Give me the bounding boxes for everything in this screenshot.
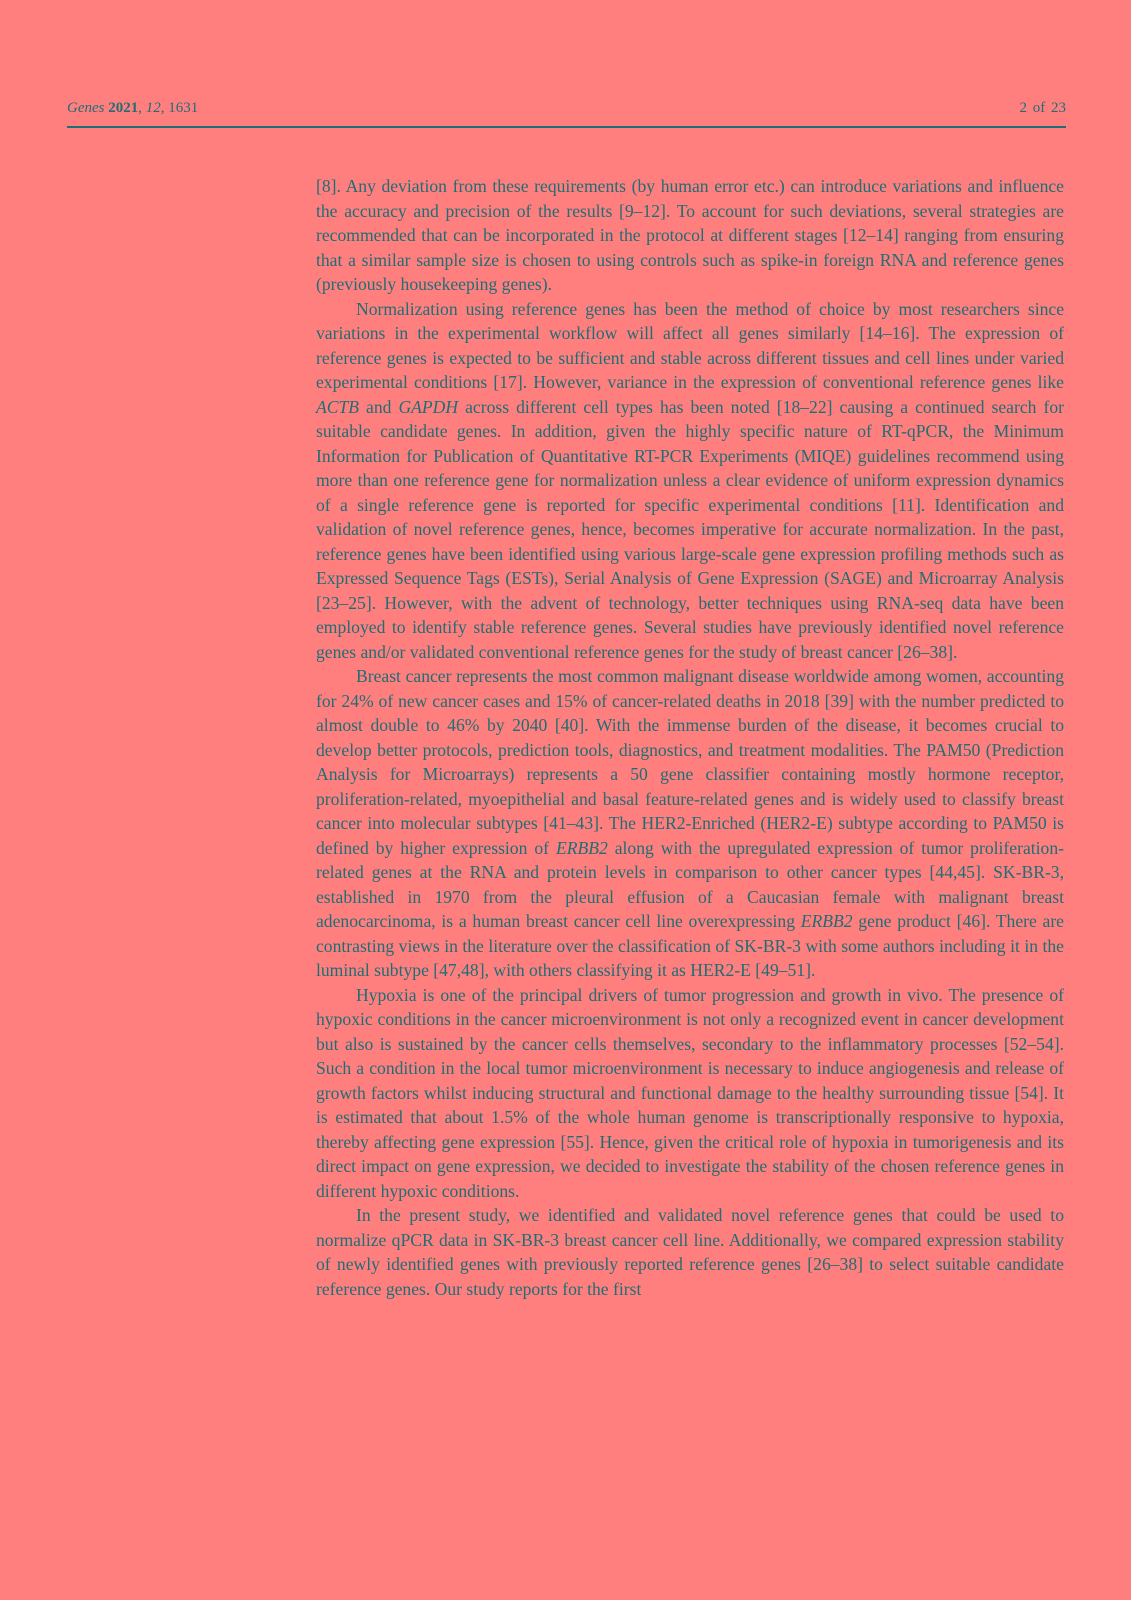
journal-volume: 12 [145,100,161,116]
journal-year: 2021 [108,100,139,116]
paragraph-hypoxia [316,983,1064,1204]
text-segment: and [359,396,399,417]
text-segment: Breast cancer represents the most common malignant disease worldwide among women, accounting for 24% of new cancer cases and 15% of cancer-related deaths in 2018 [39] with the number predicted to almost double to 46% by 2040 [40]. With the immense burden of the disease, it becomes crucial to develop better protocols, prediction tools, diagnostics, and treatment modalities. The PAM50 (Prediction Analysis for Microarrays) represents a 50 gene classifier containing mostly hormone receptor, proliferation-related, myoepithelial and basal feature-related genes and is widely used to classify breast cancer into molecular subtypes [41–43]. The HER2-Enriched (HER2-E) subtype according to PAM50 is defined by higher expression of [316,666,1064,858]
text-segment: [8]. Any deviation from these requirements (by human error etc.) can introduce variations and influence the accuracy and precision of the results [9–12]. To account for such deviations, several strategies are recommended that can be incorporated in the protocol at different stages [12–14] ranging from ensuring that a similar sample size is chosen to using controls such as spike-in foreign RNA and reference genes (previously housekeeping genes). [316,176,1064,294]
paragraph-reference-genes [316,297,1064,665]
gene-name: GAPDH [398,396,459,417]
paragraph-continuation [316,174,1064,297]
text-segment: across different cell types has been noted [18–22] causing a continued search for suitable candidate genes. In addition, given the highly specific nature of RT-qPCR, the Minimum Information for Publication of Quantitative RT-PCR Experiments (MIQE) guidelines recommend using more than one reference gene for normalization unless a clear evidence of uniform expression dynamics of a single reference gene is reported for specific experimental conditions [11]. Identification and validation of novel reference genes, hence, becomes imperative for accurate normalization. In the past, reference genes have been identified using various large-scale gene expression profiling methods such as Expressed Sequence Tags (ESTs), Serial Analysis of Gene Expression (SAGE) and Microarray Analysis [23–25]. However, with the advent of technology, better techniques using RNA-seq data have been employed to identify stable reference genes. Several studies have previously identified novel reference genes and/or validated conventional reference genes for the study of breast cancer [26–38]. [316,396,1064,662]
gene-name: ACTB [316,396,360,417]
gene-name: ERBB2 [800,911,853,931]
journal-citation: Genes 2021, 12, 1631 [67,100,199,116]
text-segment: Hypoxia is one of the principal drivers of tumor progression and growth in vivo. The presence of hypoxic conditions in the cancer microenvironment is not only a recognized event in cancer development but also is sustained by the cancer cells themselves, secondary to the inflammatory processes [52–54]. Such a condition in the local tumor microenvironment is necessary to induce angiogenesis and release of growth factors whilst inducing structural and functional damage to the healthy surrounding tissue [54]. It is estimated that about 1.5% of the whole human genome is transcriptionally responsive to hypoxia, thereby affecting gene expression [55]. Hence, given the critical role of hypoxia in tumorigenesis and its direct impact on gene expression, we decided to investigate the stability of the chosen reference genes in different hypoxic conditions. [316,984,1064,1201]
running-header [67,94,1066,122]
header-rule [67,126,1066,128]
text-segment: gene product [46]. There are contrasting views in the literature over the classification of SK-BR-3 with some authors including it in the luminal subtype [47,48], with others classifying it as HER2-E [49–51]. [316,911,1064,980]
gene-name: ERBB2 [555,837,608,858]
text-segment: Normalization using reference genes has been the method of choice by most researchers since variations in the experimental workflow will affect all genes similarly [14–16]. The expression of reference genes is expected to be sufficient and stable across different tissues and cell lines under varied experimental conditions [17]. However, variance in the expression of conventional reference genes like [316,298,1064,392]
journal-name: Genes [67,100,105,116]
paragraph-present-study [316,1203,1064,1301]
paragraph-breast-cancer [316,664,1064,983]
article-number: 1631 [168,100,199,116]
text-segment: along with the upregulated expression of tumor proliferation-related genes at the RNA and protein levels in comparison to other cancer types [44,45]. SK-BR-3, established in 1970 from the pleural effusion of a Caucasian female with malignant breast adenocarcinoma, is a human breast cancer cell line overexpressing [316,837,1064,931]
page-number: 2 of 23 [1019,100,1066,116]
text-segment: In the present study, we identified and validated novel reference genes that could be used to normalize qPCR data in SK-BR-3 breast cancer cell line. Additionally, we compared expression stability of newly identified genes with previously reported reference genes [26–38] to select suitable candidate reference genes. Our study reports for the first [316,1205,1064,1299]
body-text [316,174,1064,1301]
